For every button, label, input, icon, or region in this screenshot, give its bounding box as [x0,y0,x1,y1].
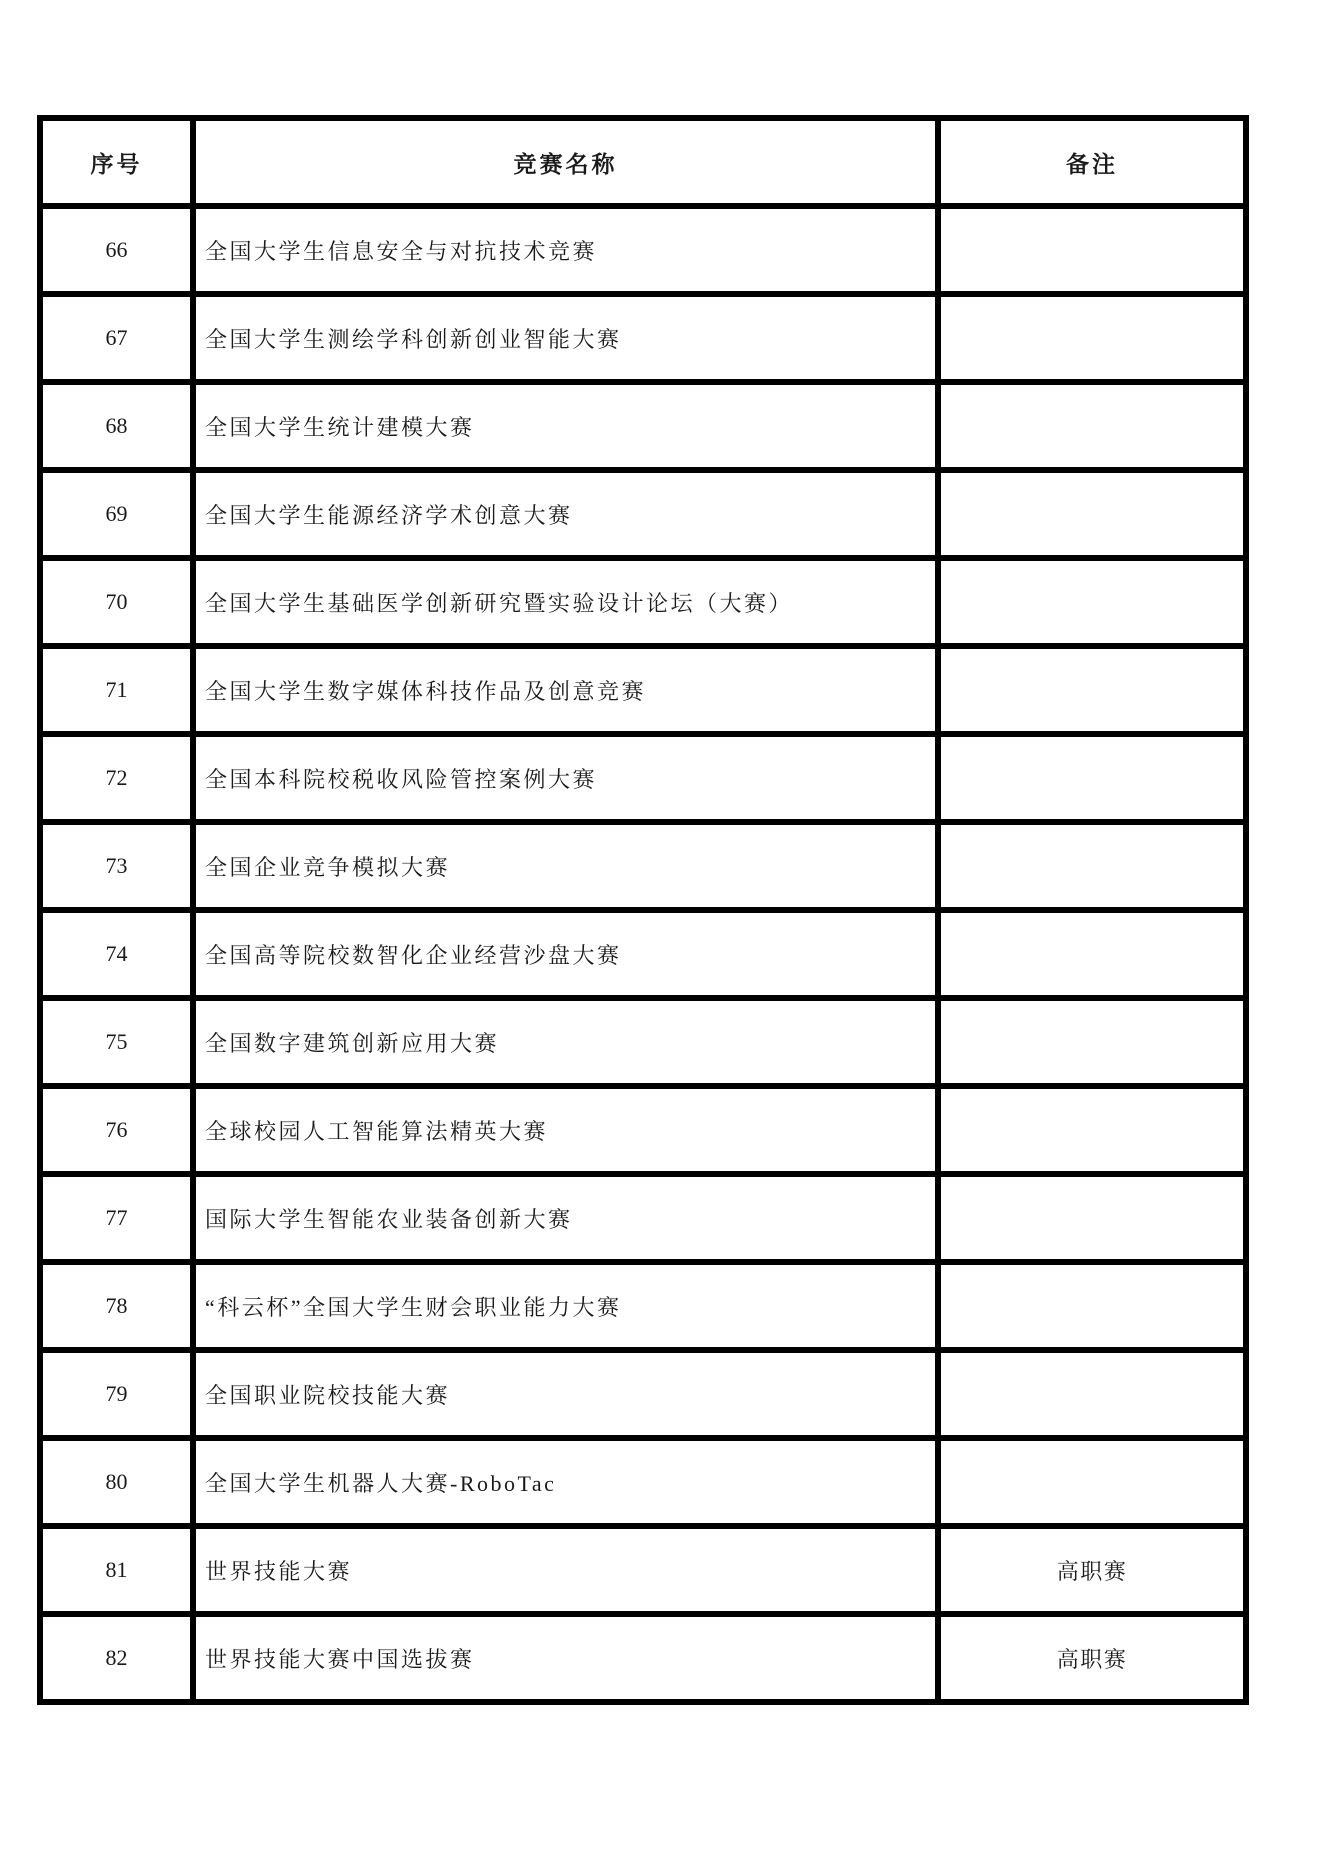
table-header [40,118,1246,206]
remark-cell [938,1086,1246,1174]
competition-name-cell: 世界技能大赛中国选拔赛 [193,1614,938,1702]
remark-cell: 高职赛 [938,1526,1246,1614]
remark-cell [938,1438,1246,1526]
remark-cell [938,734,1246,822]
row-index-cell: 71 [40,646,193,734]
competition-name-cell: 国际大学生智能农业装备创新大赛 [193,1174,938,1262]
table-row [40,1438,1246,1526]
row-index-cell: 76 [40,1086,193,1174]
row-index-cell: 82 [40,1614,193,1702]
competition-name-cell: 全国企业竞争模拟大赛 [193,822,938,910]
table-row [40,382,1246,470]
remark-cell [938,998,1246,1086]
row-index-cell: 79 [40,1350,193,1438]
header-row [40,118,1246,206]
row-index-cell: 81 [40,1526,193,1614]
table-row [40,1614,1246,1702]
competition-name-cell: 全国大学生能源经济学术创意大赛 [193,470,938,558]
competition-name-cell: 全国高等院校数智化企业经营沙盘大赛 [193,910,938,998]
table-row [40,998,1246,1086]
remark-cell [938,1262,1246,1350]
table-row [40,558,1246,646]
header-remark: 备注 [938,118,1246,206]
row-index-cell: 74 [40,910,193,998]
row-index-cell: 68 [40,382,193,470]
row-index-cell: 70 [40,558,193,646]
table-row [40,294,1246,382]
remark-cell [938,558,1246,646]
competition-name-cell: 世界技能大赛 [193,1526,938,1614]
competition-name-cell: 全国大学生统计建模大赛 [193,382,938,470]
remark-cell [938,910,1246,998]
table-row [40,470,1246,558]
header-index: 序号 [40,118,193,206]
competition-name-cell: 全国职业院校技能大赛 [193,1350,938,1438]
table-row [40,822,1246,910]
table-row [40,1174,1246,1262]
row-index-cell: 72 [40,734,193,822]
table-body [40,206,1246,1702]
remark-cell [938,470,1246,558]
competition-table [37,115,1249,1705]
remark-cell [938,1174,1246,1262]
row-index-cell: 66 [40,206,193,294]
header-competition-name: 竞赛名称 [193,118,938,206]
competition-name-cell: 全国大学生测绘学科创新创业智能大赛 [193,294,938,382]
competition-name-cell: “科云杯”全国大学生财会职业能力大赛 [193,1262,938,1350]
table-row [40,1086,1246,1174]
competition-name-cell: 全球校园人工智能算法精英大赛 [193,1086,938,1174]
table-row [40,206,1246,294]
competition-name-cell: 全国大学生信息安全与对抗技术竞赛 [193,206,938,294]
table-row [40,1350,1246,1438]
remark-cell [938,294,1246,382]
table-row [40,646,1246,734]
row-index-cell: 80 [40,1438,193,1526]
competition-name-cell: 全国大学生数字媒体科技作品及创意竞赛 [193,646,938,734]
remark-cell [938,1350,1246,1438]
table-row [40,1262,1246,1350]
competition-name-cell: 全国大学生机器人大赛-RoboTac [193,1438,938,1526]
remark-cell [938,646,1246,734]
competition-name-cell: 全国本科院校税收风险管控案例大赛 [193,734,938,822]
row-index-cell: 78 [40,1262,193,1350]
remark-cell [938,206,1246,294]
remark-cell [938,382,1246,470]
competition-name-cell: 全国大学生基础医学创新研究暨实验设计论坛（大赛） [193,558,938,646]
competition-name-cell: 全国数字建筑创新应用大赛 [193,998,938,1086]
table-row [40,734,1246,822]
remark-cell: 高职赛 [938,1614,1246,1702]
table-row [40,910,1246,998]
row-index-cell: 77 [40,1174,193,1262]
table-row [40,1526,1246,1614]
remark-cell [938,822,1246,910]
row-index-cell: 69 [40,470,193,558]
row-index-cell: 73 [40,822,193,910]
row-index-cell: 67 [40,294,193,382]
row-index-cell: 75 [40,998,193,1086]
